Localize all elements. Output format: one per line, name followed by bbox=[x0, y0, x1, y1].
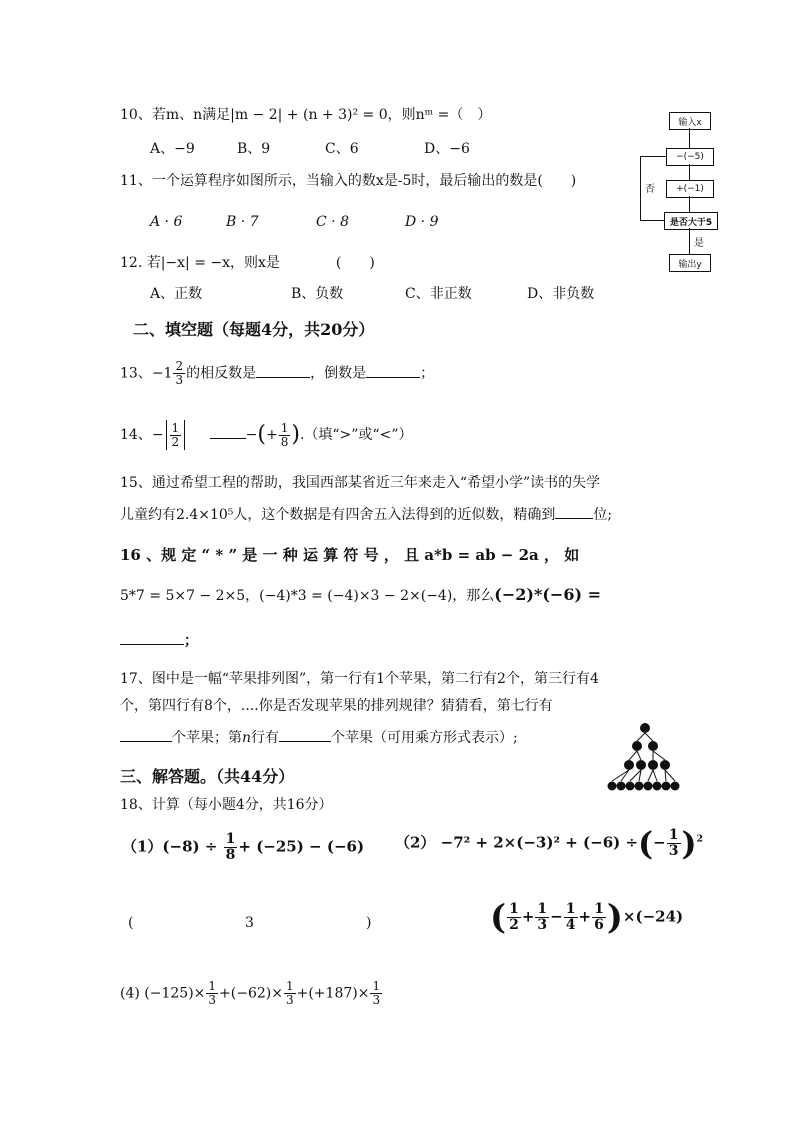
q14-blank[interactable] bbox=[210, 424, 246, 439]
q14-prefix: 14、− bbox=[120, 427, 164, 443]
q10-option-c: C、6 bbox=[325, 141, 359, 157]
q12-option-a: A、正数 bbox=[150, 286, 203, 302]
q14-fraction-1: $\frac{1}{2}$ bbox=[171, 420, 180, 449]
q18-part-3-number: 3 bbox=[245, 915, 254, 931]
flow-yes-label: 是 bbox=[694, 238, 704, 249]
flow-arrow bbox=[689, 196, 690, 212]
q10-option-b: B、9 bbox=[237, 141, 271, 157]
section-2-heading: 二、填空题（每题4分，共20分） bbox=[133, 320, 375, 339]
q17-line-3: 个苹果；第n行有 个苹果（可用乘方形式表示）; bbox=[120, 727, 518, 747]
q16-answer-line: ； bbox=[120, 630, 198, 650]
q13-blank-2[interactable] bbox=[366, 363, 420, 378]
flow-arrow bbox=[689, 164, 690, 180]
q17-line-2: 个，第四行有8个，....你是否发现苹果的排列规律？猜猜看，第七行有 bbox=[120, 698, 553, 714]
q15-line-1: 15、通过希望工程的帮助，我国西部某省近三年来走入“希望小学”读书的失学 bbox=[120, 475, 601, 491]
q13 bbox=[120, 360, 434, 387]
flow-arrow bbox=[689, 128, 690, 148]
q14: 14、− $\frac{1}{2}$ −(+ $\frac{1}{8}$ ).（填“>”或“<”） bbox=[120, 420, 413, 449]
q18-title: 18、计算（每小题4分，共16分） bbox=[120, 797, 333, 813]
flow-loop-line bbox=[640, 220, 664, 221]
q13-text-2: ，倒数是 bbox=[310, 365, 367, 382]
flow-loop-line bbox=[640, 156, 641, 221]
q11-stem: 11、一个运算程序如图所示，当输入的数x是-5时，最后输出的数是( ) bbox=[120, 173, 577, 189]
q11-option-d: D · 9 bbox=[405, 214, 439, 230]
q12-option-b: B、负数 bbox=[291, 286, 344, 302]
q18-part-3-expression: ( $\frac{1}{2}$ + $\frac{1}{3}$ − $\frac{1}{4}$ + $\frac{1}{6}$ )×(−24) bbox=[490, 897, 684, 938]
q13-end: ； bbox=[420, 365, 435, 382]
q11-option-a: A · 6 bbox=[150, 214, 183, 230]
q11-option-c: C · 8 bbox=[316, 214, 349, 230]
q13-fraction: $\frac{2}{3}$ bbox=[175, 359, 184, 387]
q16-line-1: 16 、规 定 “ * ” 是 一 种 运 算 符 号 ， 且 a*b = ab − 2a ， 如 bbox=[120, 546, 580, 564]
flow-decision-box: 是否大于5 bbox=[664, 212, 718, 230]
q11-option-b: B · 7 bbox=[226, 214, 259, 230]
q15-line-2: 儿童约有2.4×10⁵人，这个数据是有四舍五入法得到的近似数，精确到 位; bbox=[120, 504, 612, 524]
q13-prefix: 13、−1 bbox=[120, 365, 173, 382]
q10-stem: 10、若m、n满足|m − 2| + (n + 3)² = 0，则nᵐ =（ ） bbox=[120, 107, 492, 123]
q18-part-2: （2） −7² + 2×(−3)² + (−6) ÷(− $\frac{1}{3}$ )$^2$ bbox=[395, 824, 703, 863]
q16-line-2: 5*7 = 5×7 − 2×5，(−4)*3 = (−4)×3 − 2×(−4)，那么(−2)*(−6) = bbox=[120, 585, 601, 604]
q17-blank-1[interactable] bbox=[120, 727, 172, 742]
q18-part-3-open: ( bbox=[128, 915, 134, 931]
q13-text: 的相反数是 bbox=[186, 365, 257, 382]
flow-no-label: 否 bbox=[645, 184, 655, 195]
q10-option-d: D、−6 bbox=[424, 141, 470, 157]
q14-minus: − bbox=[245, 427, 258, 443]
q13-blank-1[interactable] bbox=[256, 363, 310, 378]
flow-step2-box: +(−1) bbox=[666, 180, 714, 198]
flow-loop-line bbox=[640, 156, 666, 157]
q12-option-c: C、非正数 bbox=[405, 286, 472, 302]
q16-blank[interactable] bbox=[120, 630, 184, 645]
q15-blank[interactable] bbox=[555, 504, 593, 519]
q17-line-1: 17、图中是一幅“苹果排列图”，第一行有1个苹果，第二行有2个，第三行有4 bbox=[120, 671, 599, 687]
apple-pyramid-image bbox=[604, 720, 686, 800]
q14-fraction-2: $\frac{1}{8}$ bbox=[280, 420, 289, 449]
q12-stem: 12. 若|−x| = −x，则x是 ( ) bbox=[120, 255, 375, 271]
flow-arrow bbox=[689, 228, 690, 254]
q14-end: .（填“>”或“<”） bbox=[299, 427, 413, 443]
section-3-heading: 三、解答题。（共44分） bbox=[120, 767, 295, 786]
q10-option-a: A、−9 bbox=[150, 141, 195, 157]
q18-part-4: (4) (−125)× $\frac{1}{3}$ +(−62)× $\frac{1}{3}$ +(+187)× $\frac{1}{3}$ bbox=[120, 979, 381, 1007]
q17-blank-2[interactable] bbox=[279, 727, 331, 742]
q18-part-3-close: ) bbox=[366, 915, 372, 931]
q12-option-d: D、非负数 bbox=[527, 286, 595, 302]
flow-output-box: 输出y bbox=[669, 254, 711, 272]
flow-step1-box: −(−5) bbox=[666, 148, 714, 166]
flow-input-box: 输入x bbox=[669, 112, 711, 130]
q18-part-1: （1）(−8) ÷ $\frac{1}{8}$ + (−25) − (−6) bbox=[122, 831, 365, 863]
